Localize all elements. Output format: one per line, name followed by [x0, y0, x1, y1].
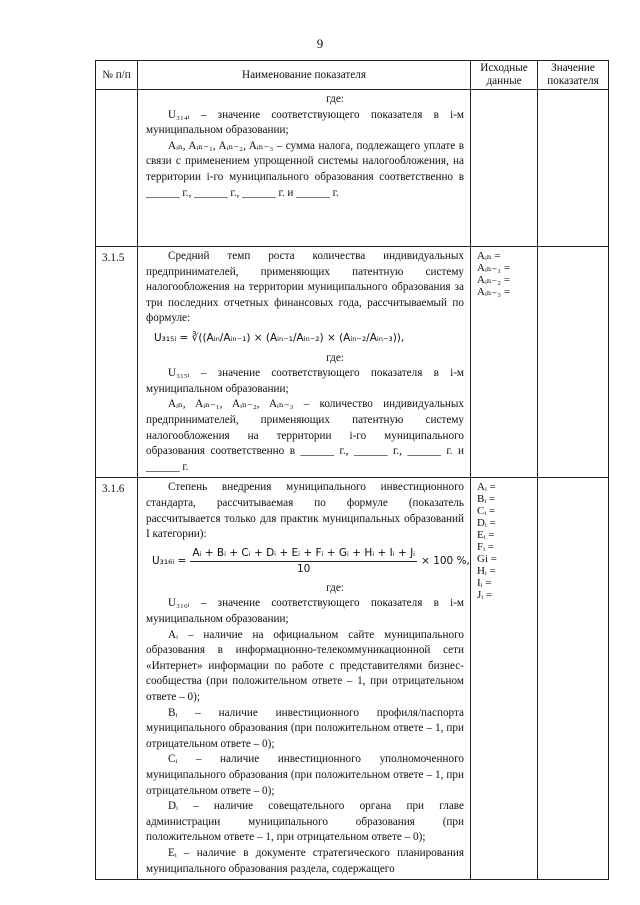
- source-item: Aᵢₙ₋₁ =: [477, 262, 511, 274]
- indicator-description: [138, 90, 471, 247]
- where-label: где:: [326, 581, 344, 594]
- indicator-intro: Средний темп роста количества индивидуальных предпринимателей, применяющих патентную систему налогообложения на территории муниципального образования за три последних отчетных финансовых года, рассчитываемый по формуле:: [146, 250, 464, 325]
- table-row: [96, 247, 609, 478]
- header-num: № п/п: [96, 61, 138, 90]
- d-definition: Dᵢ – наличие совещательного органа при главе администрации муниципального образования (при положительном ответе – 1, при отрицательном ответе – 0);: [146, 800, 464, 844]
- formula: [152, 546, 470, 578]
- formula: U₃₁₅ᵢ = ∛((Aᵢₙ/Aᵢₙ₋₁) × (Aᵢₙ₋₁/Aᵢₙ₋₂) × (Aᵢₙ₋₂/Aᵢₙ₋₃)),: [154, 331, 405, 344]
- indicator-intro: Степень внедрения муниципального инвестиционного стандарта, рассчитываемая по формуле (показатель рассчитывается только для практик муниципальных образований I категории):: [146, 481, 464, 541]
- a-definition: Aᵢₙ, Aᵢₙ₋₁, Aᵢₙ₋₂, Aᵢₙ₋₃ – сумма налога, подлежащего уплате в связи с применением упрощенной системы налогообложения, на территории i-го муниципального образования соответственно в ______ г., ______ г., ______ г. и ______ г.: [146, 139, 464, 199]
- source-item: Iᵢ =: [477, 577, 492, 590]
- formula-fraction: [190, 546, 417, 578]
- header-value: Значение показателя: [538, 61, 609, 90]
- table-header-row: [96, 61, 609, 90]
- source-data-cell: [471, 90, 538, 247]
- where-label: где:: [326, 93, 344, 105]
- u-definition: U₃₁₄ᵢ – значение соответствующего показателя в i-м муниципальном образовании;: [146, 108, 464, 137]
- source-data-cell: [471, 247, 538, 478]
- u-definition: U₃₁₅ᵢ – значение соответствующего показателя в i-м муниципальном образовании;: [146, 367, 464, 395]
- a-definition: Aᵢₙ, Aᵢₙ₋₁, Aᵢₙ₋₂, Aᵢₙ₋₃ – количество индивидуальных предпринимателей, применяющих патентную систему налогообложения на территории i-го муниципального образования соответственно в ______ г., ______ г., ______ г. и ______ г.: [146, 398, 464, 473]
- a-definition: Aᵢ – наличие на официальном сайте муниципального образования в информационно-телекоммуникационной сети «Интернет» информации по работе с представителями бизнес-сообщества (при положительном ответе – 1, при отрицательном ответе – 0);: [146, 628, 464, 704]
- indicator-description: [138, 247, 471, 478]
- header-source: Исходные данные: [471, 61, 538, 90]
- value-cell: [538, 247, 609, 478]
- header-name: Наименование показателя: [138, 61, 471, 90]
- source-item: Aᵢₙ₋₂ =: [477, 274, 511, 286]
- row-number: 3.1.5: [96, 247, 138, 478]
- where-label: где:: [326, 351, 344, 364]
- page-number: 9: [316, 36, 324, 51]
- table-row: [96, 478, 609, 880]
- value-cell: [538, 90, 609, 247]
- row-number: [96, 90, 138, 247]
- formula-lhs: U₃₁₆ᵢ =: [152, 554, 187, 567]
- source-item: Cᵢ =: [477, 505, 496, 518]
- source-item: Bᵢ =: [477, 493, 496, 506]
- formula-rhs: × 100 %,: [421, 554, 470, 567]
- source-item: Fᵢ =: [477, 541, 494, 554]
- c-definition: Cᵢ – наличие инвестиционного уполномоченного муниципального образования (при положительном ответе – 1, при отрицательном ответе – 0);: [146, 753, 464, 797]
- value-cell: [538, 478, 609, 880]
- source-item: Dᵢ =: [477, 517, 496, 530]
- row-number: 3.1.6: [96, 478, 138, 880]
- formula-numerator: Aᵢ + Bᵢ + Cᵢ + Dᵢ + Eᵢ + Fᵢ + Gᵢ + Hᵢ + Iᵢ + Jᵢ: [190, 546, 417, 563]
- source-item: Aᵢₙ =: [477, 250, 501, 262]
- source-data-cell: [471, 478, 538, 880]
- source-item: Eᵢ =: [477, 529, 495, 542]
- indicators-table: [95, 60, 609, 880]
- indicator-description: [138, 478, 471, 880]
- table-row: [96, 90, 609, 247]
- u-definition: U₃₁₆ᵢ – значение соответствующего показателя в i-м муниципальном образовании;: [146, 597, 464, 626]
- formula-denominator: 10: [297, 563, 311, 576]
- source-item: Hᵢ =: [477, 565, 496, 578]
- source-item: Gi =: [477, 553, 497, 566]
- source-item: Jᵢ =: [477, 589, 493, 602]
- source-item: Aᵢₙ₋₃ =: [477, 286, 511, 298]
- b-definition: Bᵢ – наличие инвестиционного профиля/паспорта муниципального образования (при положительном ответе – 1, при отрицательном ответе – 0);: [146, 706, 464, 750]
- source-item: Aᵢ =: [477, 481, 496, 494]
- e-definition: Eᵢ – наличие в документе стратегического планирования муниципального образования раздела, содержащего: [146, 846, 464, 875]
